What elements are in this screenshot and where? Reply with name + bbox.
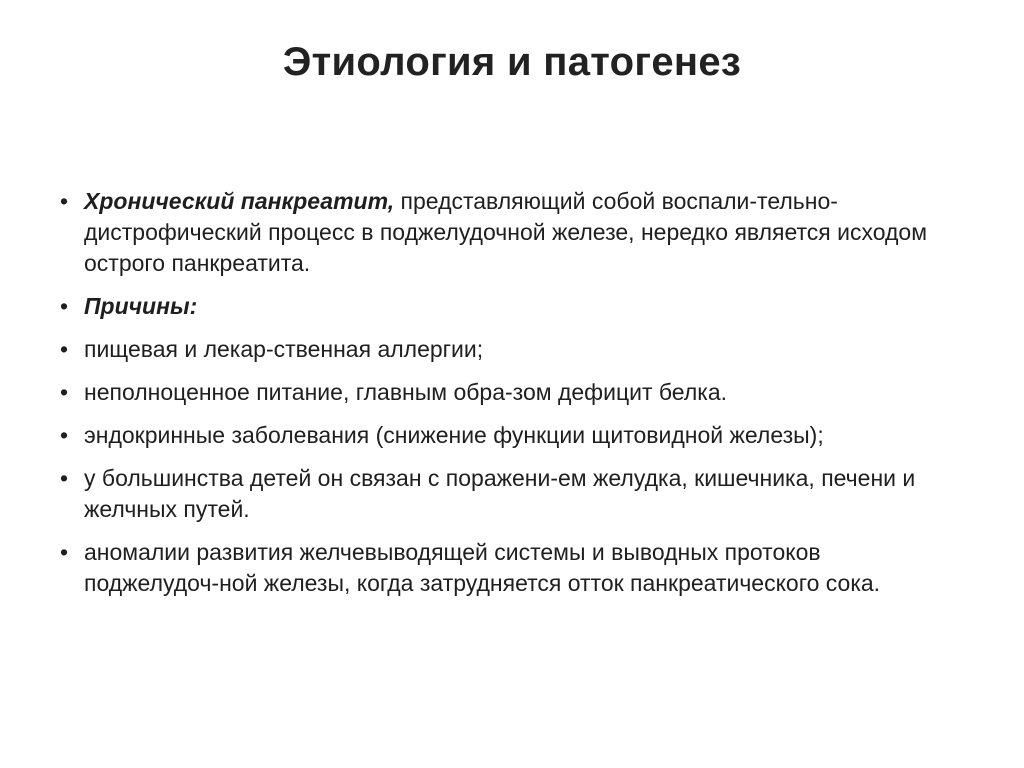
- bullet-text: неполноценное питание, главным обра-зом дефицит белка.: [84, 379, 728, 405]
- bullet-item-nutrition: [58, 377, 958, 408]
- bullet-item-chronic-pancreatitis: [58, 186, 958, 279]
- bullet-text: представляющий собой воспали-тельно-дистрофический процесс в поджелудочной железе, нередко является исходом острого панкреатита.: [84, 188, 928, 276]
- bullet-item-causes: [58, 291, 958, 322]
- bullet-list: [58, 186, 958, 611]
- bullet-item-endocrine: [58, 420, 958, 451]
- bullet-text: аномалии развития желчевыводящей системы и выводных протоков поджелудоч-ной железы, когда затрудняется отток панкреатического сока.: [84, 539, 881, 596]
- bullet-item-gi-lesions: [58, 463, 958, 525]
- bullet-item-allergy: [58, 334, 958, 365]
- bullet-item-anomalies: [58, 537, 958, 599]
- bullet-text: у большинства детей он связан с поражени-ем желудка, кишечника, печени и желчных путей.: [84, 465, 916, 522]
- bullet-text: пищевая и лекар-ственная аллергии;: [84, 336, 484, 362]
- bullet-emphasis: Причины:: [84, 293, 198, 319]
- bullet-text: эндокринные заболевания (снижение функции щитовидной железы);: [84, 422, 824, 448]
- bullet-emphasis: Хронический панкреатит,: [84, 188, 395, 214]
- slide-title: Этиология и патогенез: [282, 40, 742, 84]
